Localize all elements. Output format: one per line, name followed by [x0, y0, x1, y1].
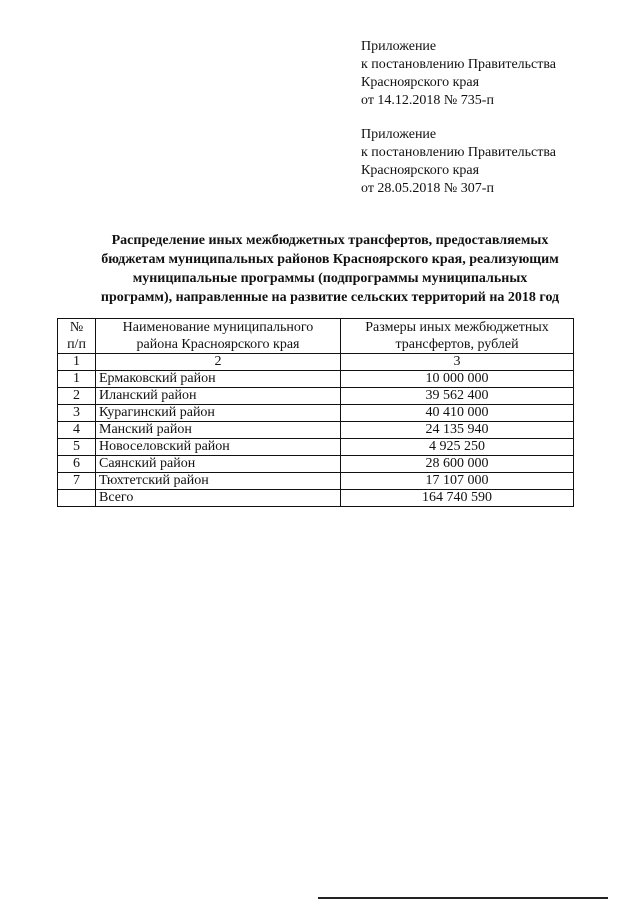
row-num: 2	[58, 388, 96, 405]
annex-block-current	[361, 38, 621, 110]
row-amount: 10 000 000	[341, 371, 574, 388]
table-row	[58, 422, 574, 439]
column-number: 1	[58, 354, 96, 371]
row-district: Иланский район	[96, 388, 341, 405]
annex-label: Приложение	[361, 39, 437, 54]
page-bottom-rule	[318, 897, 608, 899]
row-num: 5	[58, 439, 96, 456]
annex-reference: к постановлению Правительства	[361, 57, 557, 72]
title-line: бюджетам муниципальных районов Красноярского края, реализующим	[101, 252, 559, 267]
table-row	[58, 371, 574, 388]
total-label: Всего	[96, 490, 341, 507]
transfers-table	[57, 318, 574, 507]
row-amount: 39 562 400	[341, 388, 574, 405]
table-row	[58, 388, 574, 405]
annex-date-number: от 14.12.2018 № 735-п	[361, 93, 494, 108]
header-amount	[341, 319, 574, 354]
row-num: 1	[58, 371, 96, 388]
header-amount-line2: трансфертов, рублей	[395, 337, 519, 352]
row-amount: 4 925 250	[341, 439, 574, 456]
title-line: Распределение иных межбюджетных трансфертов, предоставляемых	[111, 233, 549, 248]
header-num	[58, 319, 96, 354]
row-num: 4	[58, 422, 96, 439]
annex-reference: к постановлению Правительства	[361, 145, 557, 160]
row-amount: 40 410 000	[341, 405, 574, 422]
row-district: Тюхтетский район	[96, 473, 341, 490]
row-num: 7	[58, 473, 96, 490]
annex-label: Приложение	[361, 127, 437, 142]
row-num: 3	[58, 405, 96, 422]
row-num: 6	[58, 456, 96, 473]
column-number-row	[58, 354, 574, 371]
row-amount: 17 107 000	[341, 473, 574, 490]
column-number: 2	[96, 354, 341, 371]
annex-date-number: от 28.05.2018 № 307-п	[361, 181, 494, 196]
title-line: муниципальные программы (подпрограммы муниципальных	[132, 271, 528, 286]
column-number: 3	[341, 354, 574, 371]
header-num-line2: п/п	[67, 337, 86, 352]
header-num-line1: №	[69, 320, 84, 335]
header-amount-line1: Размеры иных межбюджетных	[365, 320, 549, 335]
header-name-line1: Наименование муниципального	[122, 320, 314, 335]
title-line: программ), направленные на развитие сельских территорий на 2018 год	[100, 290, 560, 305]
annex-region: Красноярского края	[361, 75, 480, 90]
annex-block-original	[361, 126, 621, 198]
total-num-empty	[58, 490, 96, 507]
header-name	[96, 319, 341, 354]
total-row	[58, 490, 574, 507]
table-row	[58, 473, 574, 490]
document-title	[40, 231, 620, 307]
table-row	[58, 439, 574, 456]
header-name-line2: района Красноярского края	[136, 337, 300, 352]
table-row	[58, 456, 574, 473]
table-row	[58, 405, 574, 422]
total-amount: 164 740 590	[341, 490, 574, 507]
row-district: Саянский район	[96, 456, 341, 473]
annex-region: Красноярского края	[361, 163, 480, 178]
row-district: Ермаковский район	[96, 371, 341, 388]
row-district: Манский район	[96, 422, 341, 439]
row-amount: 28 600 000	[341, 456, 574, 473]
table-header-row	[58, 319, 574, 354]
row-district: Курагинский район	[96, 405, 341, 422]
row-amount: 24 135 940	[341, 422, 574, 439]
row-district: Новоселовский район	[96, 439, 341, 456]
